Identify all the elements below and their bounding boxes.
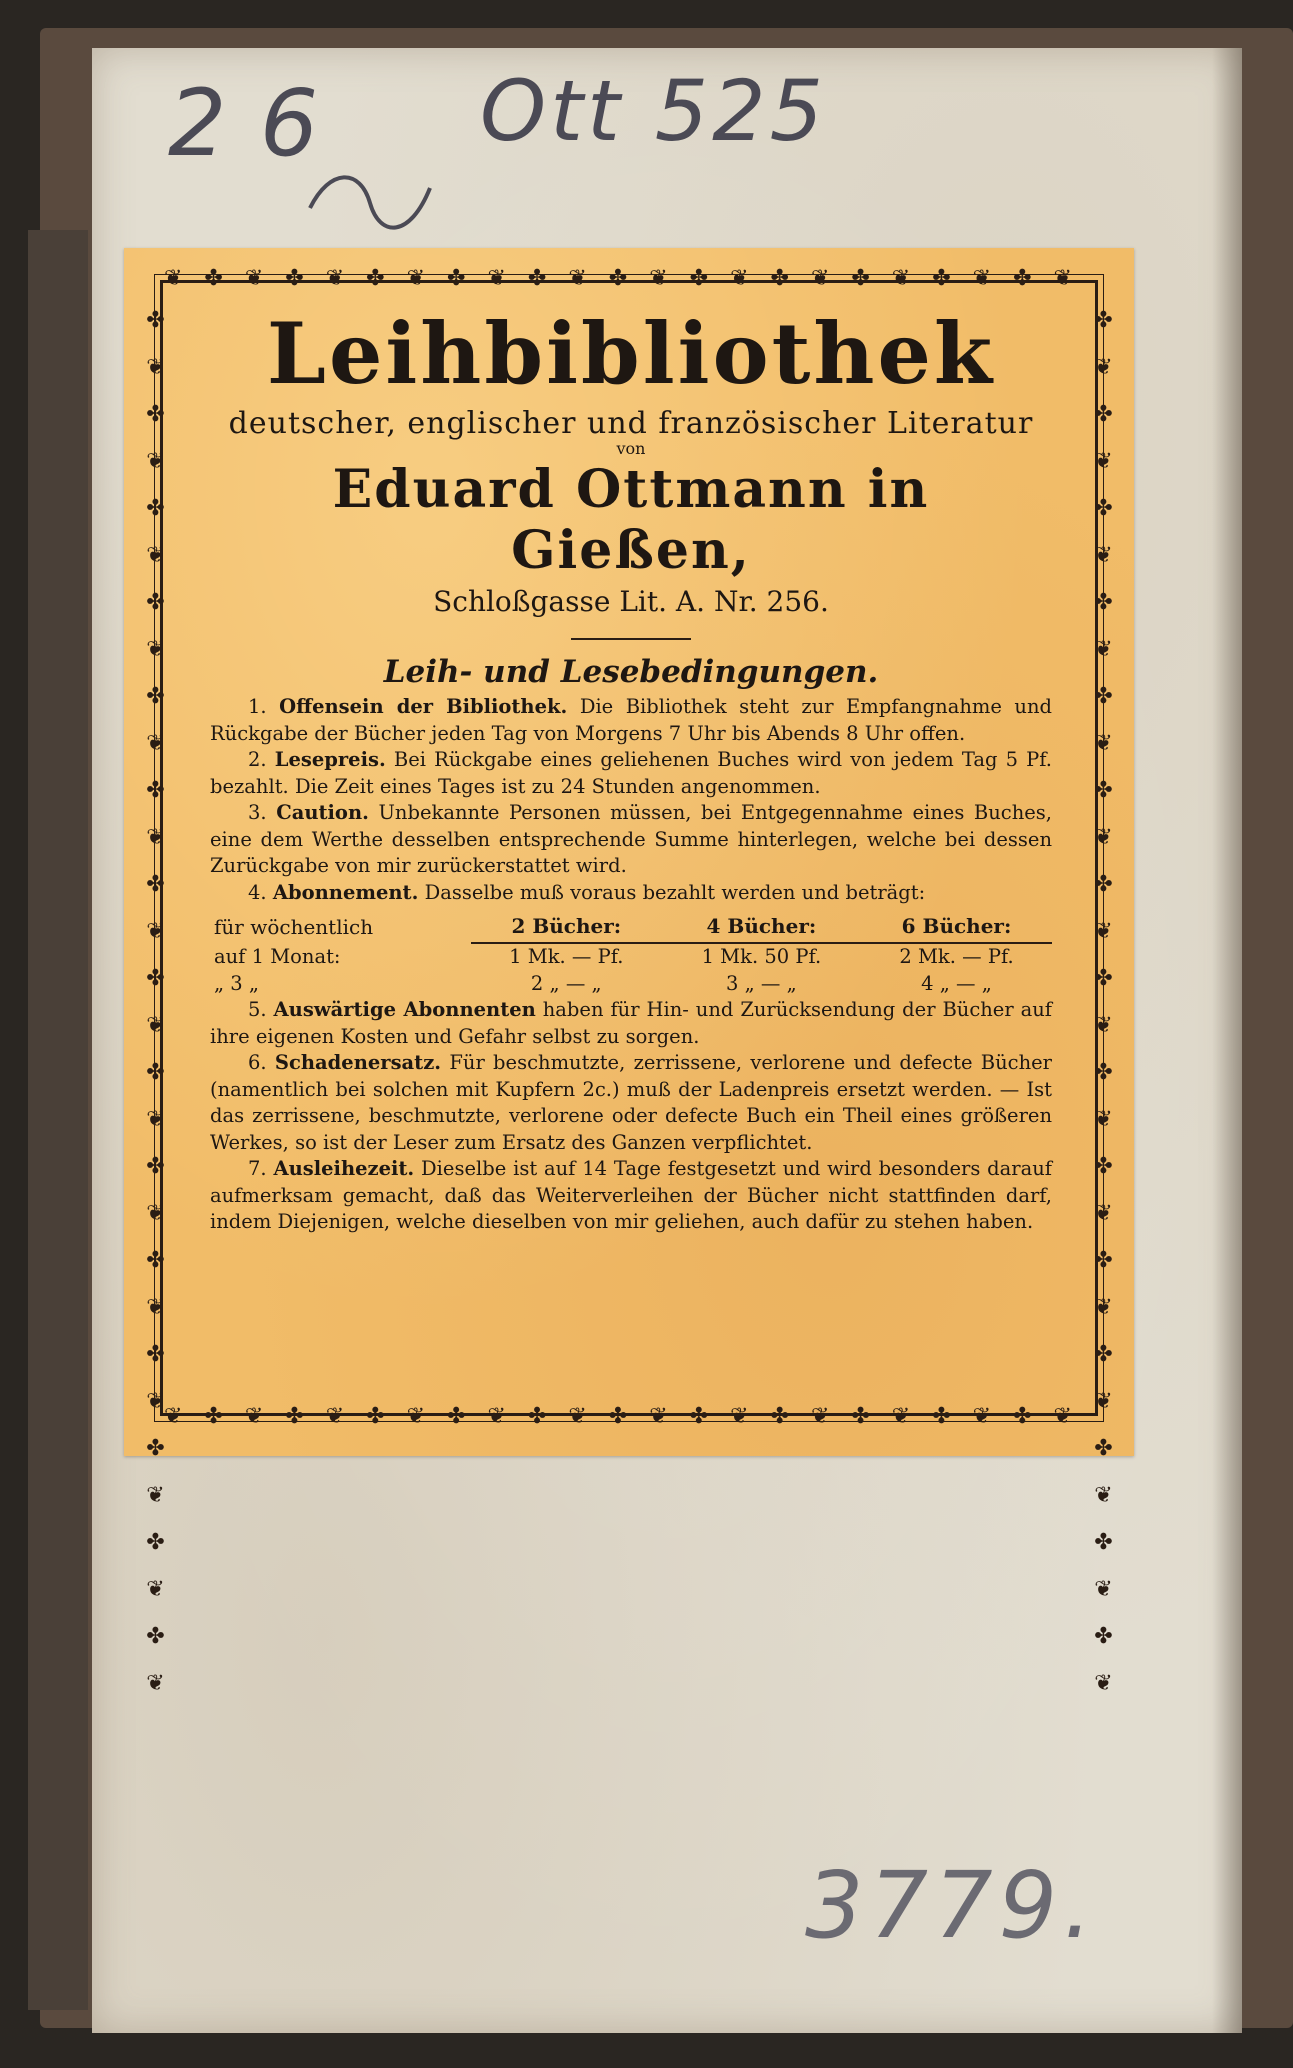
table-header-row	[210, 908, 1052, 943]
label-content	[210, 304, 1053, 1236]
condition-heading: Abonnement.	[272, 880, 419, 904]
condition-heading: Caution.	[276, 801, 369, 825]
table-cell: 4 „ — „	[921, 971, 992, 995]
condition-paragraph	[210, 694, 1052, 747]
ornament-bottom-icon: ❦✤❦✤❦✤❦✤❦✤❦✤❦✤❦✤❦✤❦✤❦✤❦	[164, 1404, 1094, 1429]
divider	[571, 638, 691, 640]
condition-paragraph	[210, 1156, 1052, 1236]
table-header-cell: 4 Bücher:	[662, 908, 861, 943]
table-row	[210, 971, 1052, 998]
condition-number: 4.	[248, 880, 267, 904]
table-header-cell: 2 Bücher:	[471, 908, 662, 943]
ornament-top-icon: ❦✤❦✤❦✤❦✤❦✤❦✤❦✤❦✤❦✤❦✤❦✤❦	[164, 266, 1094, 291]
condition-text: Für beschmutzte, zerrissene, verlorene und defecte Bücher (namentlich bei solchen mit Kupfern 2c.) muß der Ladenpreis ersetzt werden. — Ist das zerrissene, beschmutzte, verlorene oder defecte Buch ein Theil eines größeren Werkes, so ist der Leser zum Ersatz des Ganzen verpflichtet.	[210, 1051, 1052, 1154]
condition-paragraph	[210, 800, 1052, 880]
label-subtitle: deutscher, englischer und französischer Literatur	[228, 406, 1034, 442]
condition-number: 7.	[248, 1157, 267, 1181]
condition-number: 1.	[248, 695, 267, 719]
condition-text: Unbekannte Personen müssen, bei Entgegennahme eines Buches, eine dem Werthe desselben entsprechende Summe hinterlegen, welche bei dessen Zurückgabe von mir zurückerstattet wird.	[210, 801, 1053, 878]
conditions-heading: Leih- und Lesebedingungen.	[383, 654, 879, 691]
table-cell: 1 Mk. 50 Pf.	[701, 945, 822, 969]
condition-text: Dasselbe muß voraus bezahlt werden und beträgt:	[424, 880, 926, 904]
table-row-label: „ 3 „	[214, 971, 260, 995]
table-row	[210, 943, 1052, 971]
book-spine-edge	[28, 230, 88, 2010]
condition-text: Die Bibliothek steht zur Empfangnahme und Rückgabe der Bücher jeden Tag von Morgens 7 Uhr bis Abends 8 Uhr offen.	[210, 695, 1053, 745]
condition-heading: Ausleihezeit.	[273, 1157, 415, 1181]
page-gutter-shadow	[1212, 48, 1242, 2033]
condition-heading: Schadenersatz.	[274, 1051, 442, 1075]
condition-paragraph	[210, 997, 1052, 1050]
table-row-label: auf 1 Monat:	[214, 944, 341, 968]
pencil-scribble	[300, 148, 460, 238]
condition-number: 2.	[248, 748, 267, 772]
label-von: von	[616, 439, 646, 459]
ornament-left-icon: ✤❦✤❦✤❦✤❦✤❦✤❦✤❦✤❦✤❦✤❦✤❦✤❦✤❦✤❦✤❦	[143, 308, 168, 1718]
condition-paragraph	[210, 880, 1052, 907]
table-header-cell: 6 Bücher:	[861, 908, 1052, 943]
condition-heading: Lesepreis.	[274, 748, 386, 772]
table-cell: 2 „ — „	[530, 971, 602, 995]
condition-text: Dieselbe ist auf 14 Tage festgesetzt und wird besonders darauf aufmerksam gemacht, daß das Weiterverleihen der Bücher nicht stattfinden darf, indem Diejenigen, welche dieselben von mir geliehen, auch dafür zu stehen haben.	[210, 1157, 1053, 1234]
condition-text: Bei Rückgabe eines geliehenen Buches wird von jedem Tag 5 Pf. bezahlt. Die Zeit eines Tages ist zu 24 Stunden angenommen.	[210, 748, 1053, 798]
condition-paragraph	[210, 1050, 1052, 1156]
pencil-note-inventory-number: 3779.	[805, 1852, 1099, 1959]
condition-number: 6.	[248, 1051, 267, 1075]
condition-heading: Offensein der Bibliothek.	[279, 695, 568, 719]
table-header-label: für wöchentlich	[214, 914, 374, 939]
library-label	[124, 248, 1134, 1718]
abonnement-price-table	[210, 908, 1052, 997]
pencil-note-top-left: 2 6	[168, 70, 321, 177]
condition-number: 3.	[248, 801, 267, 825]
label-address: Schloßgasse Lit. A. Nr. 256.	[433, 585, 829, 619]
table-cell: 1 Mk. — Pf.	[509, 945, 624, 969]
pencil-note-shelfmark: Ott 525	[480, 62, 828, 160]
condition-heading: Auswärtige Abonnenten	[273, 998, 536, 1022]
table-cell: 3 „ — „	[726, 971, 797, 995]
condition-text: haben für Hin- und Zurücksendung der Bücher auf ihre eigenen Kosten und Gefahr selbst zu sorgen.	[210, 998, 1053, 1048]
ornament-right-icon: ✤❦✤❦✤❦✤❦✤❦✤❦✤❦✤❦✤❦✤❦✤❦✤❦✤❦✤❦✤❦	[1091, 308, 1116, 1718]
condition-number: 5.	[248, 998, 267, 1022]
condition-paragraph	[210, 747, 1052, 800]
table-cell: 2 Mk. — Pf.	[899, 945, 1014, 969]
label-owner: Eduard Ottmann in Gießen,	[332, 459, 930, 582]
label-title: Leihbibliothek	[266, 304, 996, 403]
